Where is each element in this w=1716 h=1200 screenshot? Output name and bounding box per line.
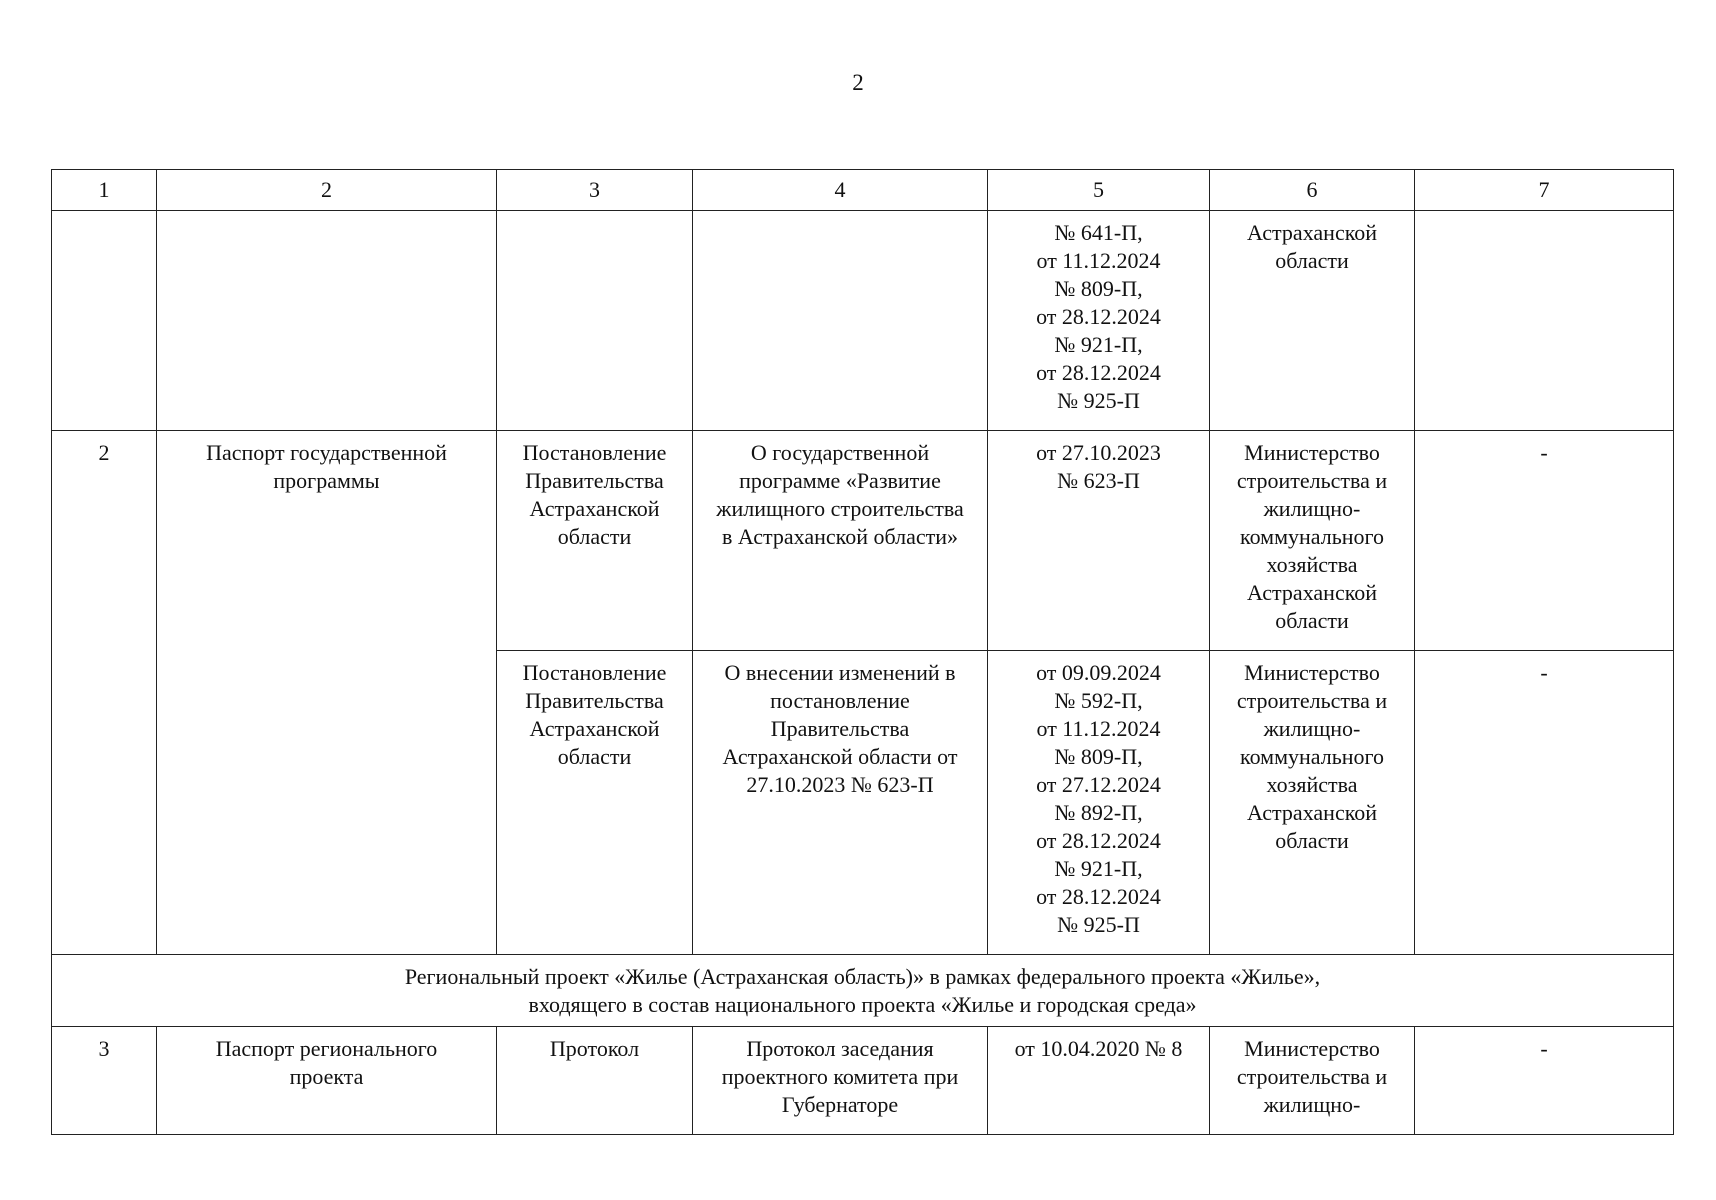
table-row [52,431,1674,651]
name-line: проекта [289,1064,364,1089]
section-heading-row [52,955,1674,1027]
responsible-line: Министерство [1244,660,1380,685]
header-cell-2: 2 [157,170,497,211]
section-heading [52,955,1674,1027]
title-line: Губернаторе [781,1092,899,1117]
row1-document-name-cell [157,211,497,431]
section-heading-line: Региональный проект «Жилье (Астраханская область)» в рамках федерального проекта «Жилье», [404,963,1321,989]
details-line: № 809-П, [1054,276,1143,301]
responsible-line: жилищно- [1263,1092,1361,1117]
responsible-line: строительства и [1236,688,1388,713]
type-line: Постановление [522,660,667,685]
section-heading-line: входящего в состав национального проекта «Жилье и городская среда» [528,991,1197,1017]
responsible-line: области [1275,248,1349,273]
type-line: Астраханской [529,496,660,521]
header-cell-7: 7 [1415,170,1674,211]
details-line: № 921-П, [1054,856,1143,881]
responsible-line: области [1275,608,1349,633]
document-table [51,169,1674,1135]
row3-document-details-cell [988,651,1210,955]
row5-document-details-cell: от 10.04.2020 № 8 [988,1027,1210,1135]
responsible-line: хозяйства [1266,552,1358,577]
type-line: Астраханской [529,716,660,741]
header-cell-5: 5 [988,170,1210,211]
details-line: № 641-П, [1054,220,1143,245]
name-line: программы [273,468,380,493]
responsible-line: жилищно- [1263,496,1361,521]
details-line: от 27.12.2024 [1036,772,1161,797]
title-line: О государственной [750,440,930,465]
row2-document-title-cell [693,431,988,651]
row1-document-details-cell [988,211,1210,431]
details-line: от 28.12.2024 [1036,884,1161,909]
responsible-line: хозяйства [1266,772,1358,797]
row2-note-cell: - [1415,431,1674,651]
responsible-line: Астраханской [1246,580,1378,605]
responsible-line: коммунального [1240,744,1384,769]
row2-responsible-cell [1210,431,1415,651]
header-cell-1: 1 [52,170,157,211]
responsible-line: Министерство [1244,440,1380,465]
row2-document-name-cell [157,431,497,955]
row5-document-title-cell [693,1027,988,1135]
row5-document-type-cell: Протокол [497,1027,693,1135]
row5-number-cell: 3 [52,1027,157,1135]
responsible-line: Астраханской [1246,800,1378,825]
details-line: № 892-П, [1054,800,1143,825]
details-line: от 28.12.2024 [1036,828,1161,853]
details-line: № 809-П, [1054,744,1143,769]
details-line: № 925-П [1057,912,1140,937]
table-row [52,211,1674,431]
table-row [52,1027,1674,1135]
details-line: от 27.10.2023 [1036,440,1161,465]
details-line: от 11.12.2024 [1036,248,1161,273]
details-line: от 11.12.2024 [1036,716,1161,741]
details-line: от 09.09.2024 [1036,660,1161,685]
row3-note-cell: - [1415,651,1674,955]
row1-responsible-cell [1210,211,1415,431]
row5-note-cell: - [1415,1027,1674,1135]
name-line: Паспорт регионального [215,1036,438,1061]
header-cell-3: 3 [497,170,693,211]
row3-document-title-cell [693,651,988,955]
type-line: Правительства [525,688,664,713]
page-number: 2 [852,70,864,95]
name-line: Паспорт государственной [206,440,447,465]
row5-responsible-cell [1210,1027,1415,1135]
details-line: № 921-П, [1054,332,1143,357]
details-line: № 592-П, [1054,688,1143,713]
row2-document-type-cell [497,431,693,651]
row1-document-title-cell [693,211,988,431]
details-line: от 28.12.2024 [1036,360,1161,385]
responsible-line: строительства и [1236,1064,1388,1089]
responsible-line: строительства и [1236,468,1388,493]
title-line: Астраханской области от [722,744,958,769]
title-line: Протокол заседания [746,1036,934,1061]
row1-number-cell [52,211,157,431]
row2-document-details-cell [988,431,1210,651]
responsible-line: Астраханской [1246,220,1378,245]
row5-document-name-cell [157,1027,497,1135]
header-cell-6: 6 [1210,170,1415,211]
title-line: в Астраханской области» [721,524,959,549]
row2-number-cell: 2 [52,431,157,955]
title-line: постановление [770,688,910,713]
title-line: проектного комитета при [721,1064,959,1089]
responsible-line: области [1275,828,1349,853]
title-line: 27.10.2023 № 623-П [746,772,934,797]
details-line: № 623-П [1057,468,1140,493]
type-line: Правительства [525,468,664,493]
header-cell-4: 4 [693,170,988,211]
details-line: № 925-П [1057,388,1140,413]
title-line: О внесении изменений в [724,660,956,685]
responsible-line: коммунального [1240,524,1384,549]
type-line: Постановление [522,440,667,465]
table-header-row [52,170,1674,211]
type-line: области [557,524,632,549]
title-line: Правительства [770,716,910,741]
row3-responsible-cell [1210,651,1415,955]
row1-document-type-cell [497,211,693,431]
responsible-line: жилищно- [1263,716,1361,741]
type-line: области [557,744,632,769]
responsible-line: Министерство [1244,1036,1380,1061]
details-line: от 28.12.2024 [1036,304,1161,329]
row1-note-cell [1415,211,1674,431]
title-line: жилищного строительства [716,496,964,521]
title-line: программе «Развитие [739,468,941,493]
row3-document-type-cell [497,651,693,955]
